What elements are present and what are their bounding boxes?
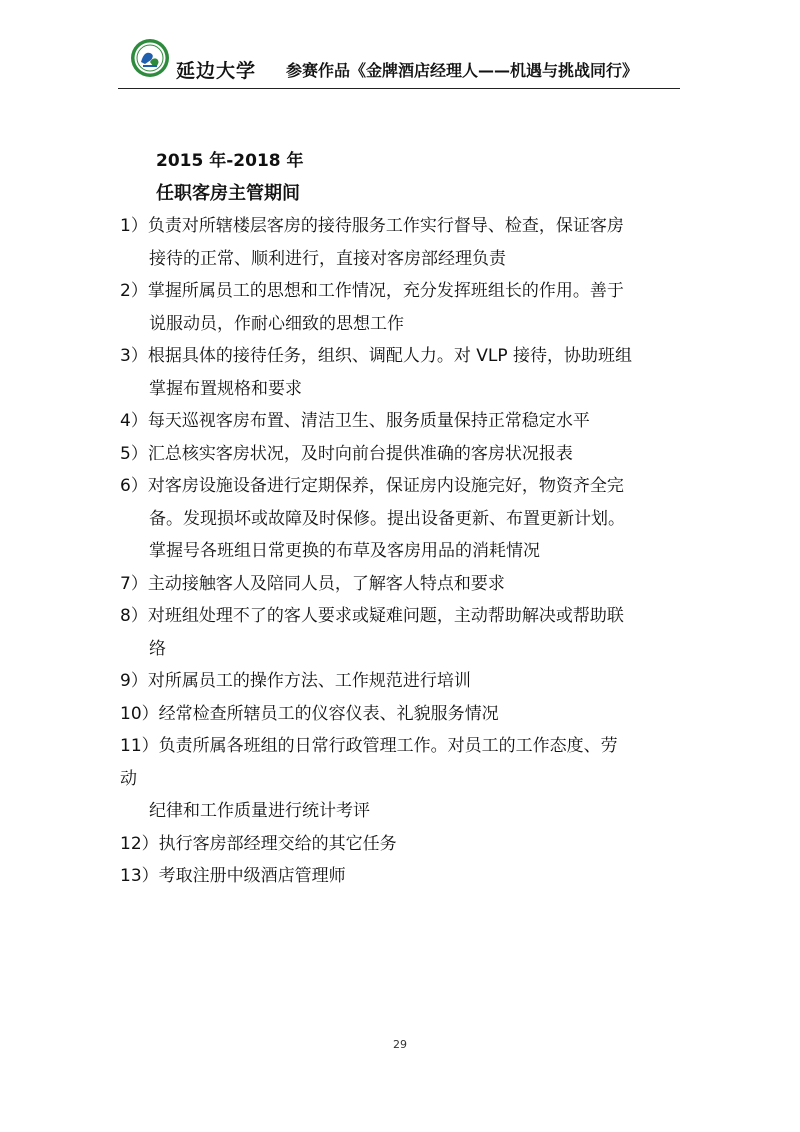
role-heading: 任职客房主管期间: [156, 182, 300, 204]
list-item: 5）汇总核实客房状况，及时向前台提供准确的客房状况报表: [120, 443, 573, 464]
list-item-continuation: 络: [149, 638, 166, 659]
list-item-continuation: 掌握布置规格和要求: [149, 378, 302, 399]
university-logo-icon: [130, 38, 170, 78]
list-item: 6）对客房设施设备进行定期保养，保证房内设施完好，物资齐全完: [120, 476, 624, 496]
list-item: 10）经常检查所辖员工的仪容仪表、礼貌服务情况: [120, 703, 499, 724]
list-item: 7）主动接触客人及陪同人员，了解客人特点和要求: [120, 573, 505, 594]
list-item-continuation: 接待的正常、顺利进行，直接对客房部经理负责: [149, 248, 506, 269]
list-item: 2）掌握所属员工的思想和工作情况，充分发挥班组长的作用。善于: [120, 281, 624, 301]
page-header: [118, 34, 680, 89]
document-title: 参赛作品《金牌酒店经理人——机遇与挑战同行》: [286, 61, 639, 80]
period-heading: 2015 年-2018 年: [156, 151, 304, 171]
list-item: 12）执行客房部经理交给的其它任务: [120, 833, 397, 854]
list-item: 11）负责所属各班组的日常行政管理工作。对员工的工作态度、劳: [120, 736, 618, 756]
list-item-continuation: 备。发现损坏或故障及时保修。提出设备更新、布置更新计划。: [149, 508, 625, 529]
list-item: 13）考取注册中级酒店管理师: [120, 866, 346, 886]
list-item-continuation: 说服动员，作耐心细致的思想工作: [149, 313, 404, 334]
list-item: 3）根据具体的接待任务，组织、调配人力。对 VLP 接待，协助班组: [120, 346, 632, 366]
page-number: 29: [393, 1038, 407, 1051]
list-item: 4）每天巡视客房布置、清洁卫生、服务质量保持正常稳定水平: [120, 411, 590, 431]
school-name: 延边大学: [176, 60, 257, 82]
list-item: 1）负责对所辖楼层客房的接待服务工作实行督导、检查，保证客房: [120, 216, 624, 236]
list-item: 8）对班组处理不了的客人要求或疑难问题，主动帮助解决或帮助联: [120, 606, 624, 626]
document-body: [120, 145, 690, 893]
list-item-continuation: 纪律和工作质量进行统计考评: [149, 801, 370, 821]
list-item: 9）对所属员工的操作方法、工作规范进行培训: [120, 671, 471, 691]
list-item-continuation: 掌握号各班组日常更换的布草及客房用品的消耗情况: [149, 541, 540, 561]
list-item-wrap: 动: [120, 768, 137, 789]
